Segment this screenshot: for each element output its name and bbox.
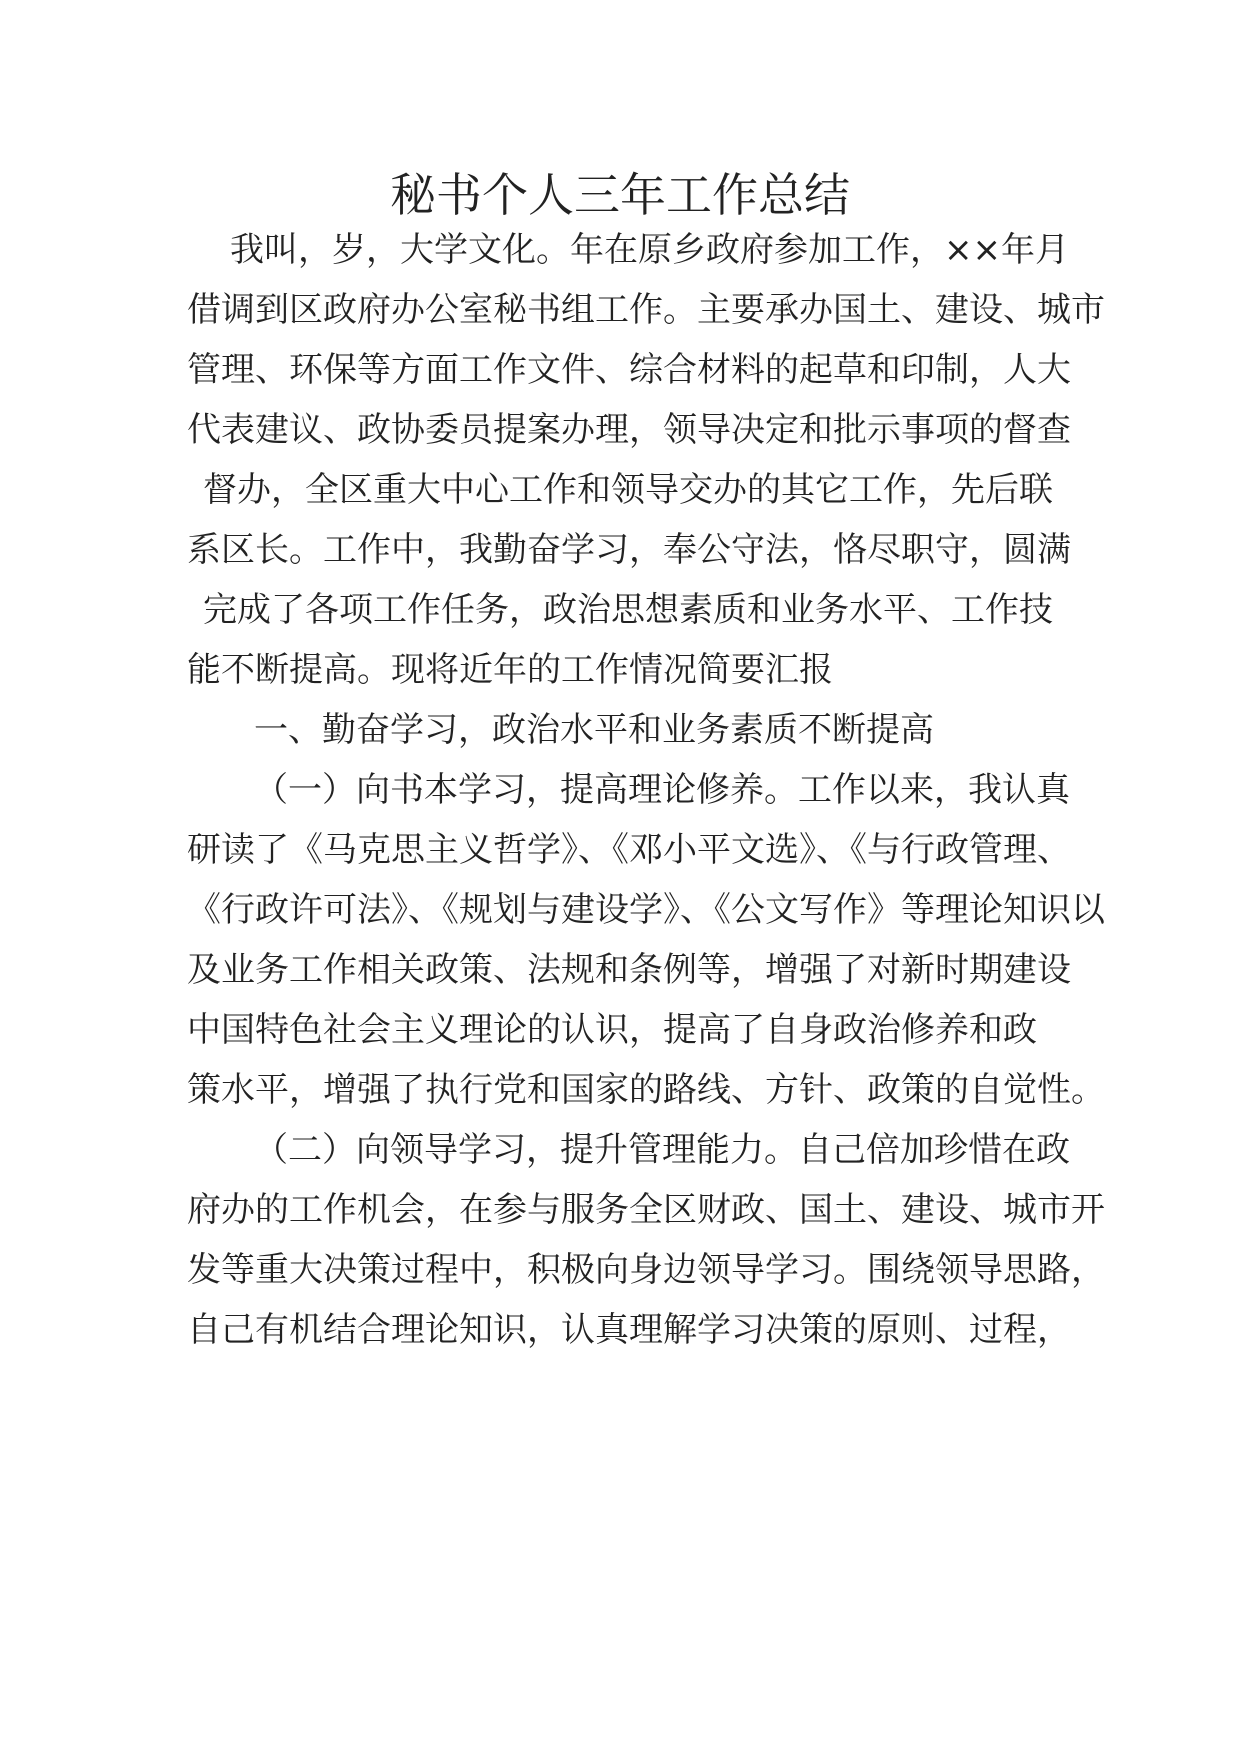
paragraph-line: 中国特色社会主义理论的认识，提高了自身政治修养和政 [187, 1010, 1037, 1050]
paragraph-line: （二）向领导学习，提升管理能力。自己倍加珍惜在政 [254, 1130, 1070, 1170]
paragraph-line: 策水平，增强了执行党和国家的路线、方针、政策的自觉性。 [187, 1070, 1105, 1110]
paragraph-line: 代表建议、政协委员提案办理，领导决定和批示事项的督查 [187, 410, 1071, 450]
paragraph-line: 完成了各项工作任务，政治思想素质和业务水平、工作技 [203, 590, 1053, 630]
paragraph-line: 《行政许可法》、《规划与建设学》、《公文写作》等理论知识以 [187, 890, 1105, 930]
paragraph-line: 管理、环保等方面工作文件、综合材料的起草和印制，人大 [187, 350, 1071, 390]
paragraph-line: 我叫，岁，大学文化。年在原乡政府参加工作，××年月 [230, 230, 1069, 270]
paragraph-line: 发等重大决策过程中，积极向身边领导学习。围绕领导思路， [187, 1250, 1105, 1290]
section-heading: 一、勤奋学习，政治水平和业务素质不断提高 [254, 710, 934, 750]
paragraph-line: （一）向书本学习，提高理论修养。工作以来，我认真 [254, 770, 1070, 810]
paragraph-line: 研读了《马克思主义哲学》、《邓小平文选》、《与行政管理、 [187, 830, 1071, 870]
paragraph-line: 督办，全区重大中心工作和领导交办的其它工作，先后联 [203, 470, 1053, 510]
paragraph-line: 及业务工作相关政策、法规和条例等，增强了对新时期建设 [187, 950, 1071, 990]
paragraph-line: 借调到区政府办公室秘书组工作。主要承办国土、建设、城市 [187, 290, 1105, 330]
paragraph-line: 府办的工作机会，在参与服务全区财政、国土、建设、城市开 [187, 1190, 1105, 1230]
paragraph-line: 系区长。工作中，我勤奋学习，奉公守法，恪尽职守，圆满 [187, 530, 1071, 570]
page-title: 秘书个人三年工作总结 [390, 168, 850, 222]
paragraph-line: 自己有机结合理论知识，认真理解学习决策的原则、过程， [187, 1310, 1071, 1350]
paragraph-line: 能不断提高。现将近年的工作情况简要汇报 [187, 650, 833, 690]
